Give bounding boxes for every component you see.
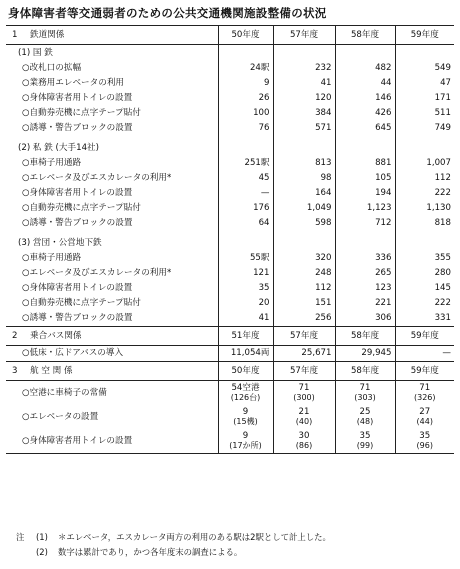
row-label: ○車椅子用通路 [6, 156, 218, 171]
value-cell [395, 76, 454, 91]
table-row [6, 121, 454, 136]
value-main: 71 [298, 383, 310, 393]
table-row [6, 405, 454, 429]
value-cell [335, 266, 395, 281]
table-row [6, 429, 454, 454]
table-row [6, 296, 454, 311]
value-cell [395, 346, 454, 362]
value-cell [218, 171, 273, 186]
value-cell [395, 91, 454, 106]
row-label: ○誘導・警告ブロックの設置 [6, 216, 218, 231]
row-label: ○自動券売機に点字テープ貼付 [6, 106, 218, 121]
value-text: 222 [434, 298, 451, 308]
row-label: ○エレベータ及びエスカレータの利用* [6, 266, 218, 281]
notes [16, 530, 331, 560]
value-main: 21 [298, 407, 310, 417]
value-stack [399, 431, 452, 451]
value-cell [395, 171, 454, 186]
value-text: 151 [315, 298, 332, 308]
value-cell [335, 405, 395, 429]
empty-cell [273, 45, 335, 62]
table-row [6, 266, 454, 281]
value-text: 511 [434, 108, 451, 118]
note-text: 数字は累計であり，かつ各年度末の調査による。 [58, 547, 243, 557]
value-stack [277, 407, 332, 427]
value-text: — [260, 188, 270, 198]
year-header: 57年度 [273, 26, 335, 45]
value-text: 25,671 [301, 348, 332, 358]
value-text: 251駅 [244, 158, 270, 168]
year-header: 50年度 [218, 362, 273, 381]
value-text: 749 [434, 123, 451, 133]
value-cell [335, 281, 395, 296]
value-text: 813 [315, 158, 332, 168]
value-text: — [442, 348, 451, 358]
value-text: 145 [434, 283, 451, 293]
table-row [6, 201, 454, 216]
note-index: (2) [36, 547, 48, 557]
value-cell [218, 201, 273, 216]
value-main: 30 [298, 431, 310, 441]
row-label: ○身体障害者用トイレの設置 [6, 91, 218, 106]
value-cell [218, 156, 273, 171]
value-main: 25 [359, 407, 371, 417]
subsection-label: (3) 営団・公営地下鉄 [6, 235, 218, 251]
value-main: 35 [359, 431, 371, 441]
value-text: 55駅 [249, 253, 270, 263]
value-text: 171 [434, 93, 451, 103]
value-cell [273, 346, 335, 362]
empty-cell [335, 140, 395, 156]
value-cell [218, 381, 273, 406]
year-header: 50年度 [218, 26, 273, 45]
value-text: 712 [375, 218, 392, 228]
value-cell [273, 201, 335, 216]
value-cell [335, 186, 395, 201]
value-sub: (326) [413, 393, 436, 402]
year-header: 57年度 [273, 327, 335, 346]
empty-cell [273, 235, 335, 251]
value-cell [218, 91, 273, 106]
value-cell [395, 186, 454, 201]
value-text: 320 [315, 253, 332, 263]
empty-cell [218, 140, 273, 156]
value-cell [218, 281, 273, 296]
value-cell [335, 311, 395, 327]
value-cell [395, 311, 454, 327]
value-cell [218, 405, 273, 429]
value-text: 41 [258, 313, 270, 323]
value-cell [395, 201, 454, 216]
value-cell [273, 429, 335, 454]
value-text: 123 [375, 283, 392, 293]
row-label: ○空港に車椅子の常備 [6, 381, 218, 406]
value-cell [218, 61, 273, 76]
value-cell [395, 296, 454, 311]
value-sub: (44) [416, 417, 433, 426]
value-stack [339, 431, 392, 451]
note-text: ＊エレベータ，エスカレータ両方の利用のある駅は2駅として計上した。 [58, 532, 331, 542]
value-text: 24駅 [249, 63, 270, 73]
value-text: 29,945 [361, 348, 392, 358]
empty-cell [395, 140, 454, 156]
value-text: 598 [315, 218, 332, 228]
row-label: ○改札口の拡幅 [6, 61, 218, 76]
value-text: 818 [434, 218, 451, 228]
value-cell [273, 91, 335, 106]
value-sub: (99) [356, 441, 374, 450]
value-cell [395, 251, 454, 266]
value-text: 426 [375, 108, 392, 118]
table-row [6, 171, 454, 186]
section-number: 3 [12, 365, 18, 376]
subsection-row [6, 235, 454, 251]
value-sub: (40) [295, 417, 313, 426]
value-text: 26 [258, 93, 270, 103]
value-sub: (303) [354, 393, 376, 402]
table-body [6, 26, 454, 454]
value-sub: (15機) [233, 417, 258, 426]
value-cell [273, 171, 335, 186]
value-cell [335, 121, 395, 136]
value-sub: (96) [416, 441, 433, 450]
section-number: 2 [12, 330, 18, 341]
row-label: ○自動券売機に点字テープ貼付 [6, 201, 218, 216]
value-text: 121 [253, 268, 270, 278]
value-cell [273, 76, 335, 91]
value-cell [218, 121, 273, 136]
value-cell [218, 296, 273, 311]
value-cell [218, 186, 273, 201]
value-text: 35 [258, 283, 270, 293]
value-cell [395, 121, 454, 136]
value-text: 9 [264, 78, 270, 88]
value-stack [339, 407, 392, 427]
value-stack [277, 383, 332, 403]
table-row [6, 91, 454, 106]
facility-table [6, 25, 454, 454]
value-stack [222, 383, 270, 403]
table-row [6, 106, 454, 121]
value-cell [395, 405, 454, 429]
value-cell [335, 251, 395, 266]
table-row [6, 61, 454, 76]
value-cell [395, 429, 454, 454]
value-cell [273, 61, 335, 76]
value-cell [273, 296, 335, 311]
note-row-2 [16, 545, 331, 560]
section-label: 鉄道関係 [30, 29, 65, 40]
value-cell [273, 216, 335, 231]
section-header-cell [6, 327, 218, 346]
empty-cell [218, 45, 273, 62]
page-title: 身体障害者等交通弱者のための公共交通機関施設整備の状況 [8, 6, 327, 20]
note-row-1 [16, 530, 331, 545]
section-header-cell [6, 362, 218, 381]
value-cell [335, 201, 395, 216]
section-header-cell [6, 26, 218, 45]
value-cell [218, 76, 273, 91]
value-cell [273, 106, 335, 121]
section-number: 1 [12, 29, 18, 40]
value-text: 571 [315, 123, 332, 133]
value-text: 98 [320, 173, 332, 183]
value-cell [218, 266, 273, 281]
value-text: 45 [258, 173, 270, 183]
note-lead: 注 [16, 532, 25, 542]
value-text: 112 [315, 283, 332, 293]
year-header: 59年度 [395, 362, 454, 381]
value-sub: (17か所) [229, 441, 262, 450]
value-text: 11,054両 [230, 348, 270, 358]
value-text: 265 [375, 268, 392, 278]
table-row [6, 381, 454, 406]
table-row [6, 216, 454, 231]
table-row [6, 186, 454, 201]
value-cell [218, 346, 273, 362]
value-main: 35 [419, 431, 431, 441]
value-text: 1,007 [426, 158, 451, 168]
value-cell [218, 251, 273, 266]
value-cell [273, 156, 335, 171]
value-cell [335, 91, 395, 106]
value-text: 482 [375, 63, 392, 73]
value-cell [395, 156, 454, 171]
value-cell [273, 281, 335, 296]
value-cell [335, 216, 395, 231]
value-stack [222, 407, 270, 427]
value-text: 112 [434, 173, 451, 183]
value-cell [395, 381, 454, 406]
value-text: 47 [440, 78, 451, 88]
value-cell [335, 156, 395, 171]
value-cell [273, 121, 335, 136]
year-header: 58年度 [335, 26, 395, 45]
table-row [6, 156, 454, 171]
year-header: 58年度 [335, 327, 395, 346]
note-index: (1) [36, 532, 48, 542]
section-header-row [6, 362, 454, 381]
value-cell [218, 106, 273, 121]
value-sub: (126台) [230, 393, 261, 402]
value-text: 280 [434, 268, 451, 278]
value-text: 306 [375, 313, 392, 323]
value-cell [273, 381, 335, 406]
value-text: 336 [375, 253, 392, 263]
value-main: 27 [419, 407, 431, 417]
value-text: 256 [315, 313, 332, 323]
year-header: 59年度 [395, 327, 454, 346]
year-header: 57年度 [273, 362, 335, 381]
value-text: 100 [253, 108, 270, 118]
table-row [6, 311, 454, 327]
value-text: 221 [375, 298, 392, 308]
value-text: 176 [253, 203, 270, 213]
value-text: 248 [315, 268, 332, 278]
value-main: 9 [242, 431, 249, 441]
section-label: 航 空 関 係 [30, 365, 73, 376]
value-stack [222, 431, 270, 451]
value-text: 222 [434, 188, 451, 198]
value-text: 384 [315, 108, 332, 118]
empty-cell [335, 45, 395, 62]
value-cell [273, 251, 335, 266]
row-label: ○身体障害者用トイレの設置 [6, 429, 218, 454]
value-cell [273, 405, 335, 429]
table-row [6, 346, 454, 362]
value-stack [277, 431, 332, 451]
row-label: ○誘導・警告ブロックの設置 [6, 311, 218, 327]
table-row [6, 76, 454, 91]
year-header: 51年度 [218, 327, 273, 346]
value-main: 9 [242, 407, 249, 417]
value-sub: (86) [295, 441, 313, 450]
value-cell [273, 311, 335, 327]
value-text: 549 [434, 63, 451, 73]
empty-cell [218, 235, 273, 251]
row-label: ○車椅子用通路 [6, 251, 218, 266]
empty-cell [273, 140, 335, 156]
row-label: ○身体障害者用トイレの設置 [6, 281, 218, 296]
subsection-label: (2) 私 鉄 (大手14社) [6, 140, 218, 156]
value-stack [399, 407, 452, 427]
value-text: 1,123 [366, 203, 392, 213]
value-main: 71 [419, 383, 431, 393]
value-stack [399, 383, 452, 403]
subsection-label: (1) 国 鉄 [6, 45, 218, 62]
value-cell [395, 61, 454, 76]
value-text: 331 [434, 313, 451, 323]
row-label: ○自動券売機に点字テープ貼付 [6, 296, 218, 311]
value-stack [339, 383, 392, 403]
value-text: 41 [320, 78, 332, 88]
section-header-row [6, 327, 454, 346]
value-cell [335, 296, 395, 311]
value-cell [335, 61, 395, 76]
subsection-row [6, 45, 454, 62]
value-cell [335, 381, 395, 406]
value-text: 76 [258, 123, 270, 133]
value-text: 194 [375, 188, 392, 198]
value-text: 44 [380, 78, 392, 88]
value-cell [395, 281, 454, 296]
row-label: ○エレベータ及びエスカレータの利用* [6, 171, 218, 186]
value-cell [335, 346, 395, 362]
value-cell [335, 76, 395, 91]
value-cell [218, 311, 273, 327]
row-label: ○身体障害者用トイレの設置 [6, 186, 218, 201]
value-cell [335, 106, 395, 121]
value-cell [218, 429, 273, 454]
section-header-row [6, 26, 454, 45]
year-header: 58年度 [335, 362, 395, 381]
value-cell [395, 216, 454, 231]
value-text: 120 [315, 93, 332, 103]
value-cell [335, 429, 395, 454]
value-text: 105 [375, 173, 392, 183]
section-label: 乗合バス関係 [30, 330, 82, 341]
year-header: 59年度 [395, 26, 454, 45]
value-text: 1,130 [426, 203, 451, 213]
value-cell [395, 106, 454, 121]
subsection-row [6, 140, 454, 156]
empty-cell [335, 235, 395, 251]
value-text: 64 [258, 218, 270, 228]
value-cell [273, 266, 335, 281]
table-row [6, 251, 454, 266]
value-cell [273, 186, 335, 201]
value-sub: (48) [356, 417, 374, 426]
row-label: ○業務用エレベータの利用 [6, 76, 218, 91]
value-text: 232 [315, 63, 332, 73]
value-main: 71 [359, 383, 371, 393]
value-main: 54空港 [231, 383, 260, 393]
value-text: 20 [258, 298, 270, 308]
value-text: 164 [315, 188, 332, 198]
empty-cell [395, 235, 454, 251]
empty-cell [395, 45, 454, 62]
value-text: 1,049 [306, 203, 332, 213]
row-label: ○低床・広ドアバスの導入 [6, 346, 218, 362]
row-label: ○誘導・警告ブロックの設置 [6, 121, 218, 136]
value-sub: (300) [293, 393, 315, 402]
value-text: 881 [375, 158, 392, 168]
row-label: ○エレベータの設置 [6, 405, 218, 429]
value-cell [395, 266, 454, 281]
value-text: 146 [375, 93, 392, 103]
value-cell [335, 171, 395, 186]
value-cell [218, 216, 273, 231]
value-text: 355 [434, 253, 451, 263]
table-row [6, 281, 454, 296]
value-text: 645 [375, 123, 392, 133]
